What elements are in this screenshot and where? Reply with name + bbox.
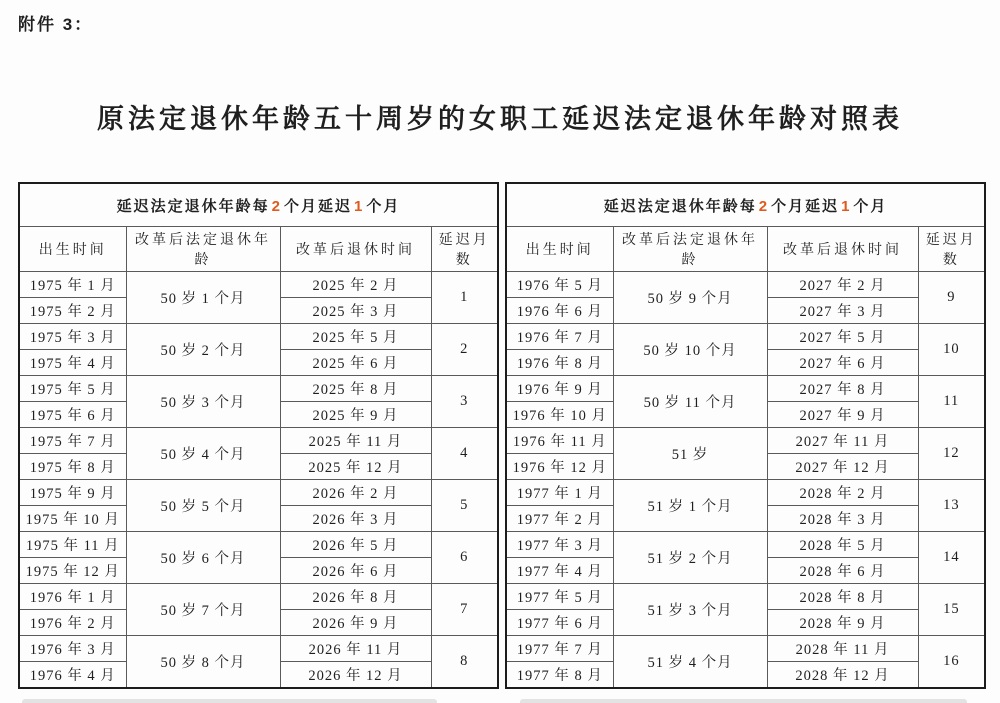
table-row <box>19 428 498 454</box>
retirement-time-cell: 2027 年 5 月 <box>767 324 918 350</box>
delay-months-cell: 6 <box>431 532 498 584</box>
table-row <box>506 532 985 558</box>
retirement-time-cell: 2028 年 11 月 <box>767 636 918 662</box>
table-row <box>19 532 498 558</box>
retirement-age-cell: 50 岁 4 个月 <box>126 428 280 480</box>
birth-month-cell: 1976 年 6 月 <box>506 298 613 324</box>
retirement-time-cell: 2026 年 11 月 <box>280 636 431 662</box>
birth-month-cell: 1976 年 3 月 <box>19 636 126 662</box>
retirement-time-cell: 2025 年 8 月 <box>280 376 431 402</box>
table-body-left <box>19 272 498 689</box>
delay-months-cell: 7 <box>431 584 498 636</box>
col-header-birth: 出生时间 <box>19 227 126 272</box>
retirement-time-cell: 2025 年 9 月 <box>280 402 431 428</box>
group-header-prefix: 延迟法定退休年龄每 <box>116 197 270 215</box>
page-title: 原法定退休年龄五十周岁的女职工延迟法定退休年龄对照表 <box>97 104 903 134</box>
birth-month-cell: 1975 年 3 月 <box>19 324 126 350</box>
delay-months-cell: 8 <box>431 636 498 689</box>
birth-month-cell: 1975 年 7 月 <box>19 428 126 454</box>
table-row <box>19 636 498 662</box>
retirement-time-cell: 2028 年 6 月 <box>767 558 918 584</box>
group-header-num2: 1 <box>354 197 365 215</box>
table-row <box>506 636 985 662</box>
delay-months-cell: 2 <box>431 324 498 376</box>
retirement-time-cell: 2026 年 9 月 <box>280 610 431 636</box>
retirement-age-cell: 51 岁 <box>613 428 767 480</box>
retirement-time-cell: 2025 年 12 月 <box>280 454 431 480</box>
retirement-age-cell: 50 岁 7 个月 <box>126 584 280 636</box>
retirement-time-cell: 2026 年 6 月 <box>280 558 431 584</box>
birth-month-cell: 1975 年 5 月 <box>19 376 126 402</box>
retirement-age-cell: 50 岁 3 个月 <box>126 376 280 428</box>
birth-month-cell: 1975 年 1 月 <box>19 272 126 298</box>
birth-month-cell: 1976 年 2 月 <box>19 610 126 636</box>
group-header-num2: 1 <box>841 197 852 215</box>
retirement-time-cell: 2027 年 6 月 <box>767 350 918 376</box>
birth-month-cell: 1976 年 8 月 <box>506 350 613 376</box>
retirement-time-cell: 2027 年 12 月 <box>767 454 918 480</box>
table-row <box>19 324 498 350</box>
retirement-time-cell: 2028 年 2 月 <box>767 480 918 506</box>
table-row <box>506 584 985 610</box>
birth-month-cell: 1975 年 8 月 <box>19 454 126 480</box>
comparison-tables <box>18 182 986 689</box>
birth-month-cell: 1977 年 8 月 <box>506 662 613 689</box>
delay-months-cell: 12 <box>918 428 985 480</box>
retirement-time-cell: 2026 年 5 月 <box>280 532 431 558</box>
retirement-time-cell: 2025 年 11 月 <box>280 428 431 454</box>
retirement-table-right <box>505 182 986 689</box>
group-header-num1: 2 <box>271 197 283 215</box>
birth-month-cell: 1976 年 11 月 <box>506 428 613 454</box>
col-header-new-age: 改革后法定退休年龄 <box>613 227 767 272</box>
col-header-new-time: 改革后退休时间 <box>767 227 918 272</box>
table-row <box>506 480 985 506</box>
next-page-edge-artifact <box>22 699 437 703</box>
birth-month-cell: 1975 年 10 月 <box>19 506 126 532</box>
retirement-time-cell: 2028 年 9 月 <box>767 610 918 636</box>
delay-months-cell: 15 <box>918 584 985 636</box>
group-header <box>19 183 498 227</box>
retirement-age-cell: 50 岁 9 个月 <box>613 272 767 324</box>
birth-month-cell: 1975 年 4 月 <box>19 350 126 376</box>
delay-months-cell: 10 <box>918 324 985 376</box>
table-row <box>19 584 498 610</box>
retirement-time-cell: 2027 年 8 月 <box>767 376 918 402</box>
col-header-new-time: 改革后退休时间 <box>280 227 431 272</box>
retirement-time-cell: 2026 年 3 月 <box>280 506 431 532</box>
delay-months-cell: 3 <box>431 376 498 428</box>
retirement-age-cell: 50 岁 6 个月 <box>126 532 280 584</box>
delay-months-cell: 16 <box>918 636 985 689</box>
retirement-age-cell: 50 岁 11 个月 <box>613 376 767 428</box>
group-header-prefix: 延迟法定退休年龄每 <box>603 197 757 215</box>
birth-month-cell: 1977 年 2 月 <box>506 506 613 532</box>
group-header-row <box>19 183 498 227</box>
table-row <box>19 376 498 402</box>
delay-months-cell: 11 <box>918 376 985 428</box>
column-header-row <box>506 227 985 272</box>
retirement-time-cell: 2025 年 3 月 <box>280 298 431 324</box>
retirement-time-cell: 2028 年 12 月 <box>767 662 918 689</box>
group-header-suffix: 个月 <box>853 197 888 215</box>
table-row <box>506 376 985 402</box>
birth-month-cell: 1976 年 9 月 <box>506 376 613 402</box>
birth-month-cell: 1976 年 1 月 <box>19 584 126 610</box>
retirement-age-cell: 50 岁 10 个月 <box>613 324 767 376</box>
column-header-row <box>19 227 498 272</box>
table-row <box>506 272 985 298</box>
delay-months-cell: 4 <box>431 428 498 480</box>
birth-month-cell: 1975 年 2 月 <box>19 298 126 324</box>
birth-month-cell: 1977 年 4 月 <box>506 558 613 584</box>
retirement-age-cell: 51 岁 1 个月 <box>613 480 767 532</box>
delay-months-cell: 9 <box>918 272 985 324</box>
birth-month-cell: 1976 年 5 月 <box>506 272 613 298</box>
group-header-suffix: 个月 <box>366 197 401 215</box>
retirement-table-left <box>18 182 499 689</box>
retirement-age-cell: 50 岁 5 个月 <box>126 480 280 532</box>
birth-month-cell: 1976 年 7 月 <box>506 324 613 350</box>
retirement-time-cell: 2026 年 8 月 <box>280 584 431 610</box>
birth-month-cell: 1976 年 12 月 <box>506 454 613 480</box>
retirement-time-cell: 2028 年 3 月 <box>767 506 918 532</box>
birth-month-cell: 1975 年 11 月 <box>19 532 126 558</box>
retirement-time-cell: 2028 年 5 月 <box>767 532 918 558</box>
retirement-time-cell: 2025 年 2 月 <box>280 272 431 298</box>
retirement-time-cell: 2027 年 3 月 <box>767 298 918 324</box>
col-header-birth: 出生时间 <box>506 227 613 272</box>
birth-month-cell: 1976 年 10 月 <box>506 402 613 428</box>
delay-months-cell: 5 <box>431 480 498 532</box>
retirement-time-cell: 2026 年 2 月 <box>280 480 431 506</box>
group-header-mid: 个月延迟 <box>284 197 353 215</box>
birth-month-cell: 1975 年 12 月 <box>19 558 126 584</box>
retirement-time-cell: 2025 年 5 月 <box>280 324 431 350</box>
retirement-age-cell: 51 岁 2 个月 <box>613 532 767 584</box>
birth-month-cell: 1977 年 5 月 <box>506 584 613 610</box>
retirement-age-cell: 51 岁 4 个月 <box>613 636 767 689</box>
table-body-right <box>506 272 985 689</box>
table-row <box>506 428 985 454</box>
next-page-edge-artifact <box>520 699 967 703</box>
table-row <box>506 324 985 350</box>
retirement-time-cell: 2028 年 8 月 <box>767 584 918 610</box>
birth-month-cell: 1975 年 9 月 <box>19 480 126 506</box>
attachment-label: 附件 3： <box>18 15 94 34</box>
delay-months-cell: 13 <box>918 480 985 532</box>
col-header-delay-months: 延迟月数 <box>918 227 985 272</box>
group-header-row <box>506 183 985 227</box>
group-header-num1: 2 <box>758 197 770 215</box>
retirement-time-cell: 2025 年 6 月 <box>280 350 431 376</box>
retirement-time-cell: 2027 年 9 月 <box>767 402 918 428</box>
birth-month-cell: 1977 年 3 月 <box>506 532 613 558</box>
col-header-new-age: 改革后法定退休年龄 <box>126 227 280 272</box>
delay-months-cell: 1 <box>431 272 498 324</box>
retirement-age-cell: 50 岁 8 个月 <box>126 636 280 689</box>
retirement-age-cell: 51 岁 3 个月 <box>613 584 767 636</box>
retirement-age-cell: 50 岁 1 个月 <box>126 272 280 324</box>
retirement-time-cell: 2026 年 12 月 <box>280 662 431 689</box>
table-row <box>19 480 498 506</box>
retirement-age-cell: 50 岁 2 个月 <box>126 324 280 376</box>
group-header-mid: 个月延迟 <box>771 197 840 215</box>
table-row <box>19 272 498 298</box>
birth-month-cell: 1977 年 6 月 <box>506 610 613 636</box>
birth-month-cell: 1976 年 4 月 <box>19 662 126 689</box>
col-header-delay-months: 延迟月数 <box>431 227 498 272</box>
retirement-time-cell: 2027 年 11 月 <box>767 428 918 454</box>
retirement-time-cell: 2027 年 2 月 <box>767 272 918 298</box>
birth-month-cell: 1977 年 1 月 <box>506 480 613 506</box>
group-header <box>506 183 985 227</box>
delay-months-cell: 14 <box>918 532 985 584</box>
birth-month-cell: 1977 年 7 月 <box>506 636 613 662</box>
birth-month-cell: 1975 年 6 月 <box>19 402 126 428</box>
